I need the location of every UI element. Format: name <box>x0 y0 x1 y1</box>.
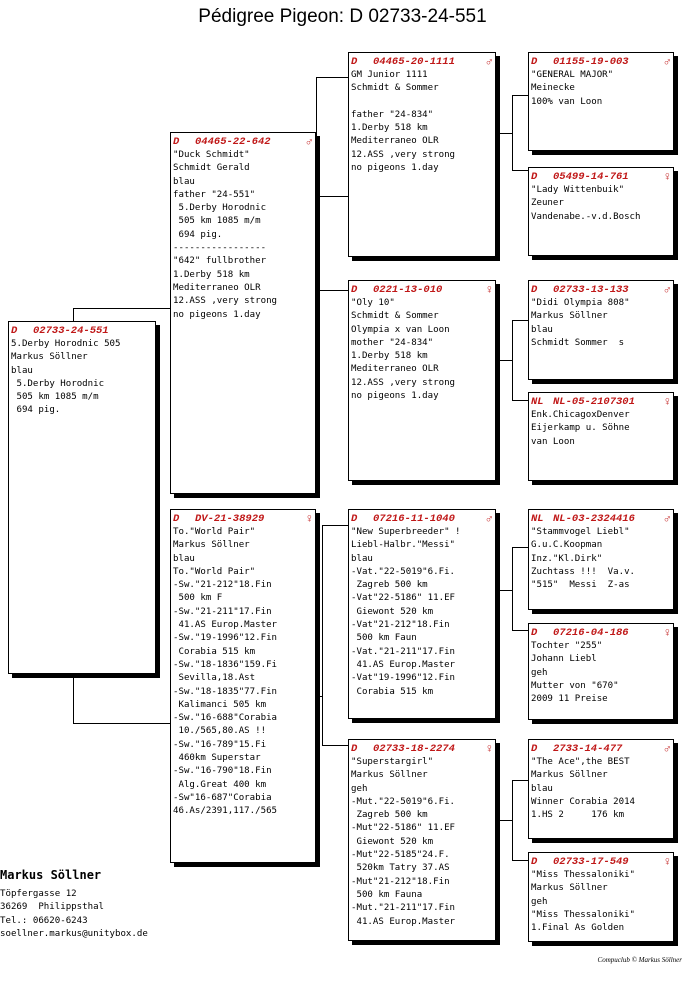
pedigree-card-ffm <box>528 167 674 256</box>
ring-number: 2733-14-477 <box>553 742 623 755</box>
country-code: D <box>531 742 538 755</box>
card-text: GM Junior 1111 Schmidt & Sommer father "24-834" 1.Derby 518 km Mediterraneo OLR 12.ASS ,very strong no pigeons 1.day <box>351 70 456 174</box>
ring-number: 02733-17-549 <box>553 855 629 868</box>
ring-number: NL-05-2107301 <box>553 395 635 408</box>
ring-number: 02733-18-2274 <box>373 742 455 755</box>
female-symbol-icon: ♀ <box>663 625 671 640</box>
ring-number: NL-03-2324416 <box>553 512 635 525</box>
ring-number: 04465-20-1111 <box>373 55 455 68</box>
pedigree-card-mf <box>348 509 496 719</box>
card-text: Tochter "255" Johann Liebl geh Mutter von "670" 2009 11 Preise <box>531 641 619 705</box>
card-text: To."World Pair" Markus Söllner blau To."World Pair" -Sw."21-212"18.Fin 500 km F -Sw."21-211"17.Fin 41.AS Europ.Master -Sw."19-1996"12.Fin Corabia 515 km -Sw."18-1836"159.Fi Sevilla,18.Ast -Sw."18-1835"77.Fin Kalimanci 505 km -Sw."16-688"Corabia 10./565,80.AS !! -Sw."16-789"15.Fi 460km Superstar -Sw."16-790"18.Fin Alg.Great 400 km -Sw"16-687"Corabia 46.As/2391,117./565 <box>173 527 278 817</box>
female-symbol-icon: ♀ <box>305 511 313 526</box>
card-text: Enk.ChicagoxDenver Eijerkamp u. Söhne van Loon <box>531 410 630 447</box>
country-code: D <box>351 512 358 525</box>
country-code: D <box>531 626 538 639</box>
card-text: "Lady Wittenbuik" Zeuner Vandenabe.-v.d.Bosch <box>531 185 641 222</box>
country-code: D <box>531 55 538 68</box>
female-symbol-icon: ♀ <box>663 169 671 184</box>
card-text: "Miss Thessaloniki" Markus Söllner geh "Miss Thessaloniki" 1.Final As Golden <box>531 870 636 934</box>
owner-name: Markus Söllner <box>0 868 102 882</box>
pedigree-card-mother <box>170 509 316 863</box>
pedigree-card-mmf <box>528 739 674 839</box>
country-code: D <box>351 742 358 755</box>
pedigree-card-subject <box>8 321 156 674</box>
card-text: "Oly 10" Schmidt & Sommer Olympia x van Loon mother "24-834" 1.Derby 518 km Mediterraneo OLR 12.ASS ,very strong no pigeons 1.day <box>351 298 456 402</box>
country-code: D <box>11 324 18 337</box>
country-code: D <box>173 135 180 148</box>
male-symbol-icon: ♂ <box>663 282 671 297</box>
pedigree-card-father <box>170 132 316 494</box>
female-symbol-icon: ♀ <box>485 282 493 297</box>
ring-number: 05499-14-761 <box>553 170 629 183</box>
country-code: D <box>173 512 180 525</box>
ring-number: 04465-22-642 <box>195 135 271 148</box>
footer-credit: Compuclub © Markus Söllner <box>597 956 682 964</box>
male-symbol-icon: ♂ <box>663 741 671 756</box>
male-symbol-icon: ♂ <box>663 511 671 526</box>
card-text: "Didi Olympia 808" Markus Söllner blau Schmidt Sommer s <box>531 298 630 348</box>
pedigree-card-mm <box>348 739 496 941</box>
ring-number: 02733-24-551 <box>33 324 109 337</box>
country-code: D <box>351 55 358 68</box>
ring-number: 0221-13-010 <box>373 283 443 296</box>
page-title: Pédigree Pigeon: D 02733-24-551 <box>198 6 487 27</box>
female-symbol-icon: ♀ <box>485 741 493 756</box>
male-symbol-icon: ♂ <box>485 511 493 526</box>
pedigree-card-fmm <box>528 392 674 481</box>
country-code: D <box>531 855 538 868</box>
pedigree-card-mff <box>528 509 674 610</box>
ring-number: 07216-11-1040 <box>373 512 455 525</box>
ring-number: 01155-19-003 <box>553 55 629 68</box>
female-symbol-icon: ♀ <box>663 854 671 869</box>
female-symbol-icon: ♀ <box>663 394 671 409</box>
pedigree-card-fmf <box>528 280 674 380</box>
owner-info <box>0 868 148 941</box>
pedigree-card-fm <box>348 280 496 481</box>
ring-number: DV-21-38929 <box>195 512 265 525</box>
card-text: 5.Derby Horodnic 505 Markus Söllner blau 5.Derby Horodnic 505 km 1085 m/m 694 pig. <box>11 339 121 416</box>
card-text: "Stammvogel Liebl" G.u.C.Koopman Inz."Kl.Dirk" Zuchtass !!! Va.v. "515" Messi Z-as <box>531 527 636 591</box>
male-symbol-icon: ♂ <box>663 54 671 69</box>
country-code: NL <box>531 512 544 525</box>
card-text: "Duck Schmidt" Schmidt Gerald blau father "24-551" 5.Derby Horodnic 505 km 1085 m/m 694 pig. ----------------- "642" fullbrother 1.Derby 518 km Mediterraneo OLR 12.ASS ,very strong no pigeons 1.day <box>173 150 278 320</box>
country-code: D <box>531 170 538 183</box>
pedigree-card-mfm <box>528 623 674 720</box>
country-code: D <box>531 283 538 296</box>
card-text: "New Superbreeder" ! Liebl-Halbr."Messi" blau -Vat."22-5019"6.Fi. Zagreb 500 km -Vat"22-5186" 11.EF Giewont 520 km -Vat"21-212"18.Fin 500 km Faun -Vat."21-211"17.Fin 41.AS Europ.Master -Vat"19-1996"12.Fin Corabia 515 km <box>351 527 461 697</box>
country-code: D <box>351 283 358 296</box>
ring-number: 02733-13-133 <box>553 283 629 296</box>
pedigree-card-fff <box>528 52 674 151</box>
owner-address: Töpfergasse 12 36269 Philippsthal Tel.: 06620-6243 soellner.markus@unitybox.de <box>0 889 148 939</box>
card-text: "The Ace",the BEST Markus Söllner blau Winner Corabia 2014 1.HS 2 176 km <box>531 757 636 821</box>
card-text: "Superstargirl" Markus Söllner geh -Mut."22-5019"6.Fi. Zagreb 500 km -Mut"22-5186" 11.EF Giewont 520 km -Mut"22-5185"24.F. 520km Tatry 37.AS -Mut"21-212"18.Fin 500 km Fauna -Mut."21-211"17.Fin 41.AS Europ.Master <box>351 757 456 927</box>
card-text: "GENERAL MAJOR" Meinecke 100% van Loon <box>531 70 614 107</box>
ring-number: 07216-04-186 <box>553 626 629 639</box>
male-symbol-icon: ♂ <box>305 134 313 149</box>
male-symbol-icon: ♂ <box>485 54 493 69</box>
pedigree-card-ff <box>348 52 496 257</box>
pedigree-card-mmm <box>528 852 674 942</box>
country-code: NL <box>531 395 544 408</box>
